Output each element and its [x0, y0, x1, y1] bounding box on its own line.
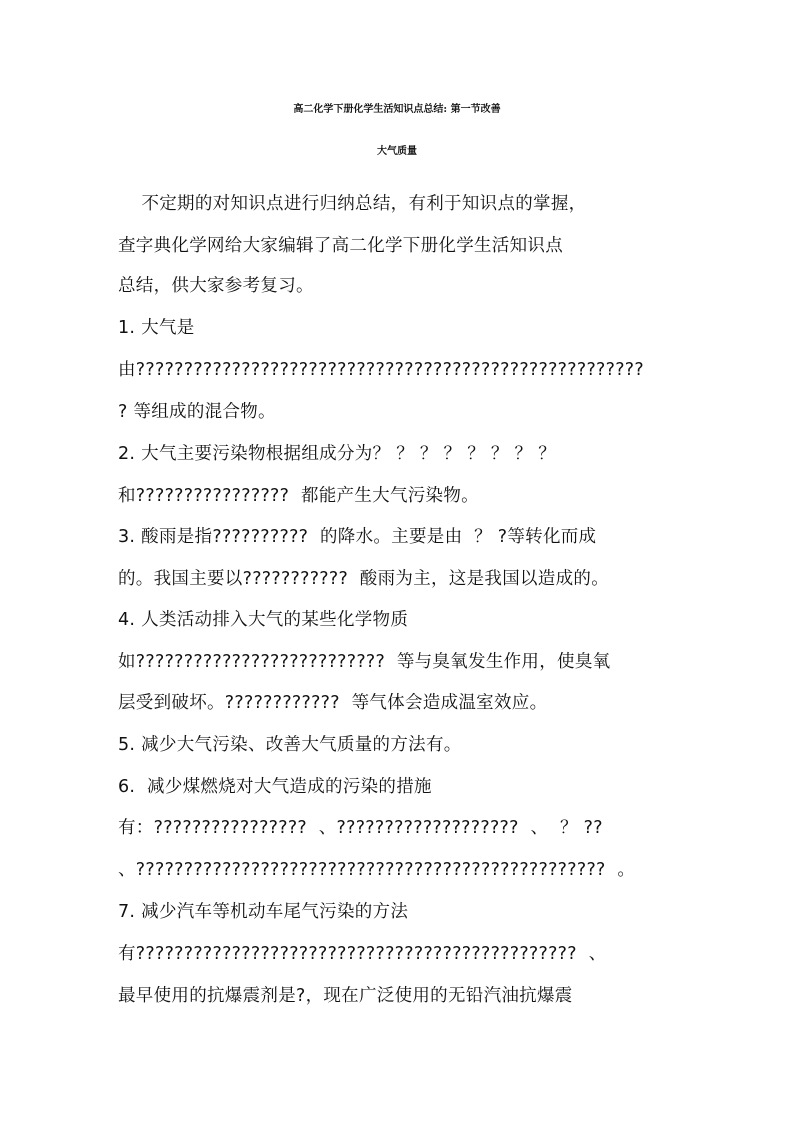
item-7-line-2: 有?????????????????????????????????????????????? 、 [118, 944, 607, 964]
document-title-line-2: 大气质量 [377, 146, 417, 157]
item-1-line-2: 由????????????????????????????????????????????????????? [118, 360, 644, 380]
intro-line-3: 总结，供大家参考复习。 [118, 276, 314, 296]
item-1-line-3: ? 等组成的混合物。 [118, 402, 276, 422]
item-3-line-1: 3. 酸雨是指?????????? 的降水。主要是由 ？ ?等转化而成 [118, 527, 597, 547]
item-6-line-1: 6. 减少煤燃烧对大气造成的污染的措施 [118, 777, 432, 797]
item-1-line-1: 1. 大气是 [118, 318, 195, 338]
intro-line-1: 不定期的对知识点进行归纳总结，有利于知识点的掌握， [118, 194, 587, 214]
document-title-line-1: 高二化学下册化学生活知识点总结: 第一节改善 [293, 104, 501, 115]
item-4-line-2: 如?????????????????????????? 等与臭氧发生作用，使臭氧 [118, 652, 611, 672]
intro-line-2: 查字典化学网给大家编辑了高二化学下册化学生活知识点 [118, 236, 563, 256]
item-5-line-1: 5. 减少大气污染、改善大气质量的方法有。 [118, 735, 462, 755]
item-6-line-2: 有：???????????????? 、??????????????????? 、 ？ ?? [118, 818, 603, 838]
item-7-line-3: 最早使用的抗爆震剂是?，现在广泛使用的无铅汽油抗爆震 [118, 986, 573, 1006]
item-4-line-1: 4. 人类活动排入大气的某些化学物质 [118, 610, 409, 630]
item-4-line-3: 层受到破坏。???????????? 等气体会造成温室效应。 [118, 693, 548, 713]
item-2-line-2: 和???????????????? 都能产生大气污染物。 [118, 486, 479, 506]
item-2-line-1: 2. 大气主要污染物根据组成分为？ ？ ？ ？ ？ ？ ？ ？ [118, 444, 556, 464]
item-6-line-3: 、????????????????????????????????????????????????? 。 [118, 860, 636, 880]
item-3-line-2: 的。我国主要以??????????? 酸雨为主，这是我国以造成的。 [118, 569, 609, 589]
item-7-line-1: 7. 减少汽车等机动车尾气污染的方法 [118, 902, 409, 922]
